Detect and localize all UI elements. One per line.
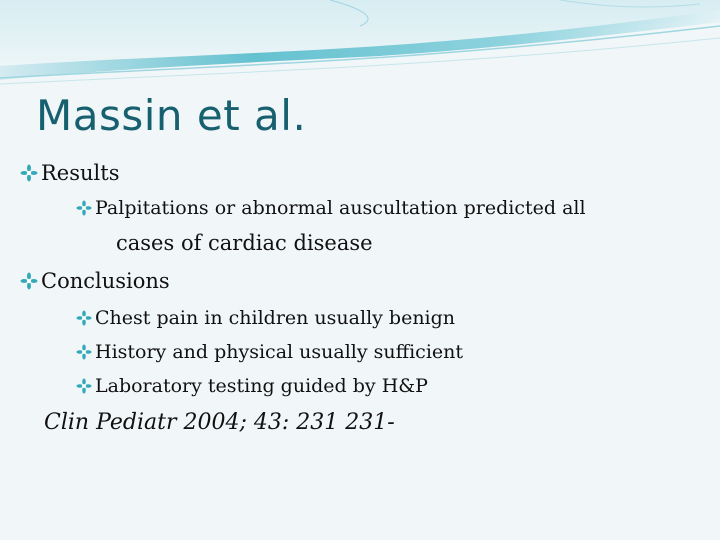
flower-bullet-icon [76, 310, 92, 326]
citation: Clin Pediatr 2004; 43: 231 231- [44, 410, 395, 435]
bullet-label: Results [41, 161, 120, 185]
bullet-continuation: cases of cardiac disease [116, 231, 373, 255]
bullet-conclusions [20, 267, 170, 295]
bullet-chest-pain [76, 305, 455, 331]
slide-title: Massin et al. [36, 91, 307, 140]
header-wave-decoration [0, 0, 720, 90]
flower-bullet-icon [76, 344, 92, 360]
bullet-laboratory [76, 373, 428, 399]
bullet-history-physical [76, 339, 463, 365]
flower-bullet-icon [76, 200, 92, 216]
bullet-label: Chest pain in children usually benign [95, 307, 456, 329]
bullet-label: Palpitations or abnormal auscultation predicted all [95, 197, 586, 219]
bullet-label: Conclusions [41, 269, 170, 293]
bullet-palpitations [76, 195, 586, 221]
flower-bullet-icon [76, 378, 92, 394]
bullet-label: Laboratory testing guided by H&P [95, 375, 428, 397]
bullet-label: History and physical usually sufficient [95, 341, 464, 363]
flower-bullet-icon [20, 272, 38, 290]
flower-bullet-icon [20, 164, 38, 182]
bullet-results [20, 159, 119, 187]
